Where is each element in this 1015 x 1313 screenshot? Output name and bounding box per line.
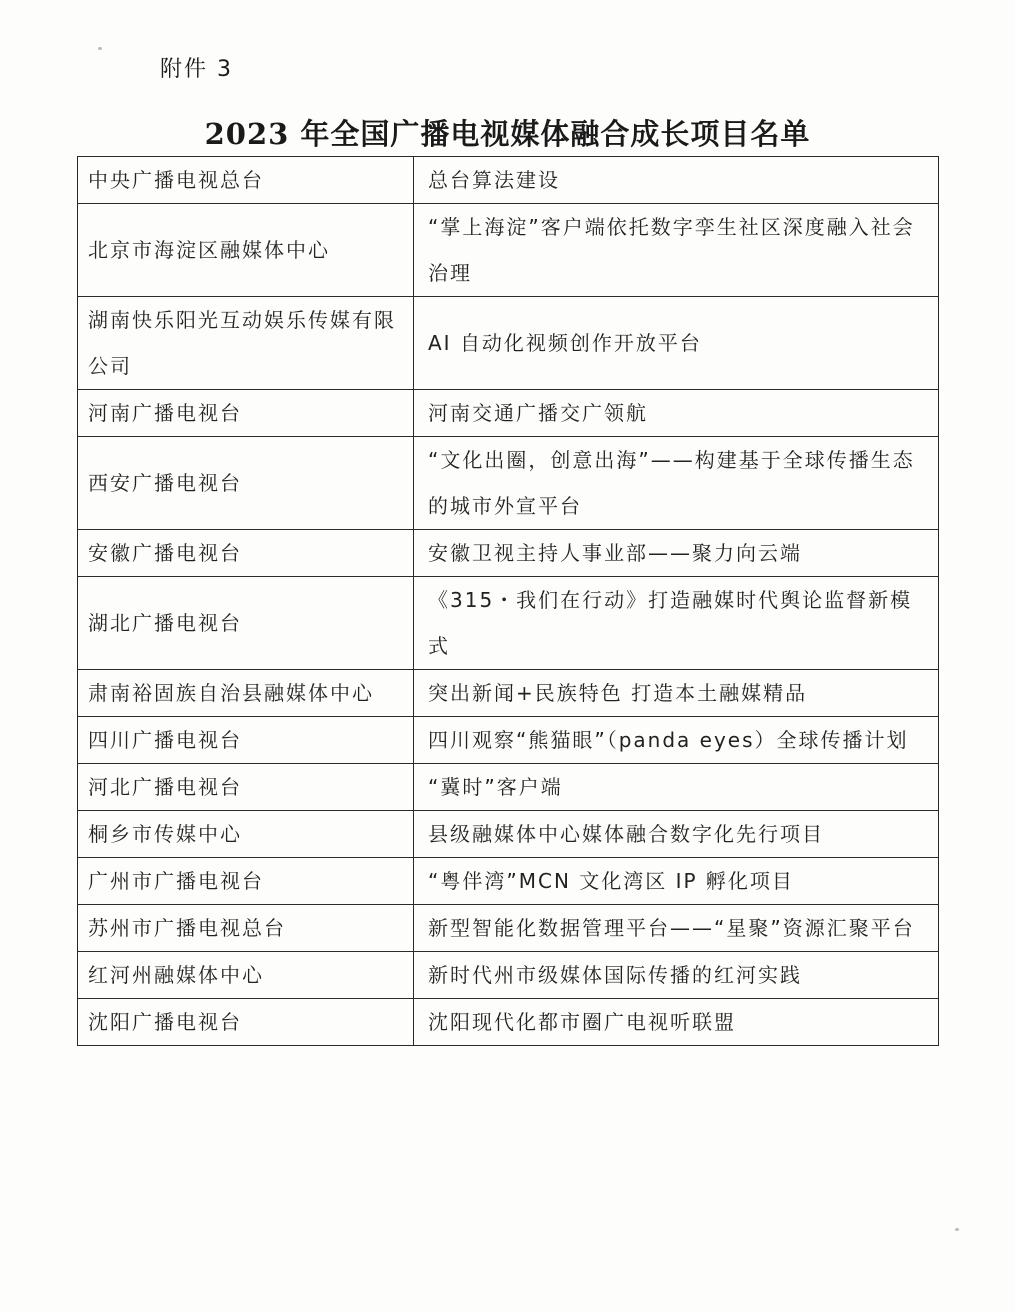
table-row: [78, 157, 939, 204]
project-name-cell: 突出新闻+民族特色 打造本土融媒精品: [414, 670, 939, 717]
project-name-cell: 沈阳现代化都市圈广电视听联盟: [414, 999, 939, 1046]
unit-name-cell: 北京市海淀区融媒体中心: [78, 204, 414, 297]
project-name-cell: AI 自动化视频创作开放平台: [414, 297, 939, 390]
unit-name-cell: 苏州市广播电视总台: [78, 905, 414, 952]
project-name-cell: “文化出圈，创意出海”——构建基于全球传播生态的城市外宣平台: [414, 437, 939, 530]
project-name-cell: 新时代州市级媒体国际传播的红河实践: [414, 952, 939, 999]
project-name-cell: “粤伴湾”MCN 文化湾区 IP 孵化项目: [414, 858, 939, 905]
table-row: [78, 905, 939, 952]
unit-name-cell: 沈阳广播电视台: [78, 999, 414, 1046]
table-row: [78, 577, 939, 670]
project-name-cell: 总台算法建设: [414, 157, 939, 204]
table-row: [78, 390, 939, 437]
table-row: [78, 952, 939, 999]
table-row: [78, 437, 939, 530]
table-row: [78, 764, 939, 811]
unit-name-cell: 红河州融媒体中心: [78, 952, 414, 999]
table-row: [78, 297, 939, 390]
table-row: [78, 204, 939, 297]
table-row: [78, 670, 939, 717]
unit-name-cell: 四川广播电视台: [78, 717, 414, 764]
project-list-table: [77, 156, 939, 1046]
attachment-label: 附件 3: [160, 57, 233, 82]
project-name-cell: 县级融媒体中心媒体融合数字化先行项目: [414, 811, 939, 858]
unit-name-cell: 西安广播电视台: [78, 437, 414, 530]
project-name-cell: “冀时”客户端: [414, 764, 939, 811]
unit-name-cell: 安徽广播电视台: [78, 530, 414, 577]
table-row: [78, 717, 939, 764]
project-name-cell: 《315・我们在行动》打造融媒时代舆论监督新模式: [414, 577, 939, 670]
table-row: [78, 530, 939, 577]
table-row: [78, 858, 939, 905]
unit-name-cell: 广州市广播电视台: [78, 858, 414, 905]
unit-name-cell: 河北广播电视台: [78, 764, 414, 811]
unit-name-cell: 中央广播电视总台: [78, 157, 414, 204]
project-name-cell: “掌上海淀”客户端依托数字孪生社区深度融入社会治理: [414, 204, 939, 297]
scan-speck: [98, 47, 102, 50]
unit-name-cell: 湖南快乐阳光互动娱乐传媒有限公司: [78, 297, 414, 390]
project-name-cell: 安徽卫视主持人事业部——聚力向云端: [414, 530, 939, 577]
project-name-cell: 河南交通广播交广领航: [414, 390, 939, 437]
table-row: [78, 811, 939, 858]
unit-name-cell: 桐乡市传媒中心: [78, 811, 414, 858]
table-row: [78, 999, 939, 1046]
unit-name-cell: 肃南裕固族自治县融媒体中心: [78, 670, 414, 717]
unit-name-cell: 湖北广播电视台: [78, 577, 414, 670]
scan-speck: [955, 1228, 959, 1231]
document-title: 2023 年全国广播电视媒体融合成长项目名单: [204, 117, 811, 151]
project-name-cell: 四川观察“熊猫眼”（panda eyes）全球传播计划: [414, 717, 939, 764]
project-name-cell: 新型智能化数据管理平台——“星聚”资源汇聚平台: [414, 905, 939, 952]
unit-name-cell: 河南广播电视台: [78, 390, 414, 437]
